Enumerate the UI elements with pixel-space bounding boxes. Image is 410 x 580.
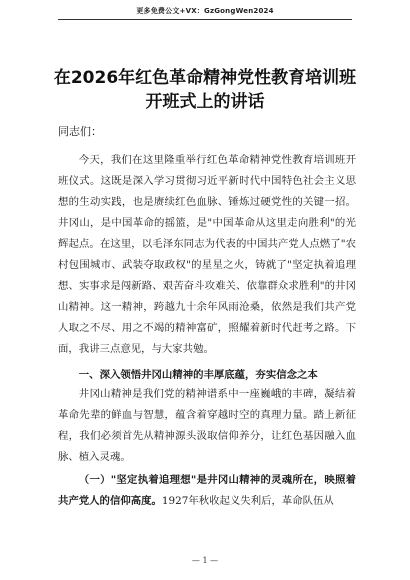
paragraph-subsection-1 — [58, 470, 356, 512]
page-number: — 1 — — [191, 556, 219, 565]
paragraph-section-1: 井冈山精神是我们党的精神谱系中一座巍峨的丰碑，凝结着革命先辈的鲜血与智慧，蕴含着穿越时空的真理力量。踏上新征程，我们必须首先从精神源头汲取信仰养分，让红色基因融入血脉、植入灵魂。 — [58, 388, 356, 463]
title-line-2: 开班式上的讲话 — [145, 92, 265, 112]
header-divider — [58, 19, 352, 20]
subsection-text: 1927年秋收起义失利后，革命队伍从 — [161, 495, 334, 507]
paragraph-intro: 今天，我们在这里隆重举行红色革命精神党性教育培训班开班仪式。这既是深入学习贯彻习近平新时代中国特色社会主义思想的生动实践，也是赓续红色血脉、锤炼过硬党性的关键一招。井冈山，是中国革命的摇篮，是"中国革命从这里走向胜利"的光辉起点。在这里，以毛泽东同志为代表的中国共产党人点燃了"农村包围城市、武装夺取政权"的星星之火，铸就了"坚定执着追理想、实事求是闯新路、艰苦奋斗攻难关、依靠群众求胜利"的井冈山精神。这一精神，跨越九十余年风雨沧桑，依然是我们共产党人取之不尽、用之不竭的精神富矿，照耀着新时代赶考之路。下面，我讲三点意见，与大家共勉。 — [58, 154, 356, 355]
title-line-1: 在2026年红色革命精神党性教育培训班 — [53, 68, 357, 88]
document-title — [40, 66, 370, 114]
page-header: 更多免费公文+VX：GzGongWen2024 — [136, 7, 274, 15]
salutation: 同志们： — [58, 125, 102, 138]
section-heading: 一、深入领悟井冈山精神的丰厚底蕴，夯实信念之本 — [78, 369, 318, 381]
subsection-lead: （一）"坚定执着追理想"是井冈山精神的灵魂所在，映照着共产党人的信仰高度。 — [58, 474, 356, 507]
